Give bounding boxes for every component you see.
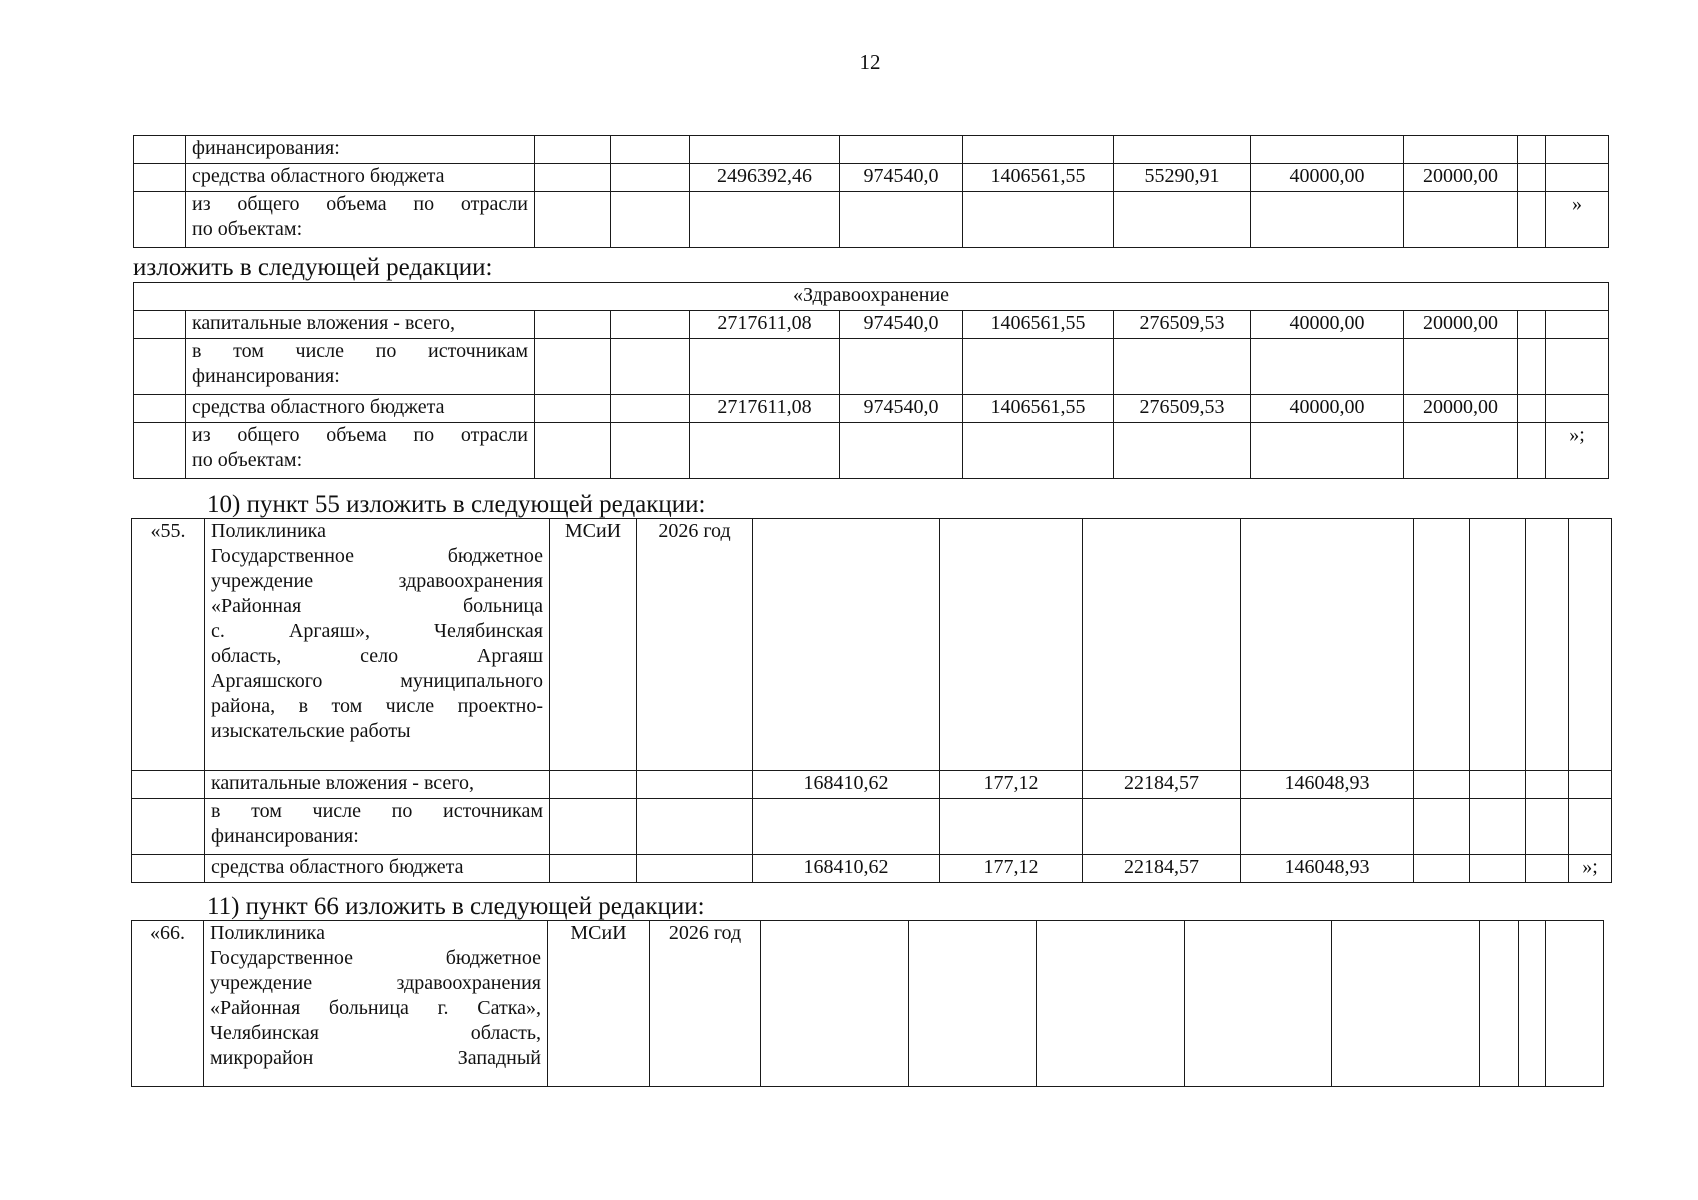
- row-description: в том числе по источникам финансирования:: [205, 799, 550, 855]
- table-item-55: [131, 518, 1612, 883]
- value-cell: 20000,00: [1404, 164, 1518, 192]
- row-description: средства областного бюджета: [205, 855, 550, 883]
- year-cell: 2026 год: [650, 921, 761, 1087]
- table-row: [134, 311, 1609, 339]
- row-description: из общего объема по отрасли по объектам:: [186, 192, 535, 248]
- table-row: [132, 855, 1612, 883]
- row-description: финансирования:: [186, 136, 535, 164]
- value-cell: 1406561,55: [963, 395, 1114, 423]
- value-cell: 276509,53: [1114, 395, 1251, 423]
- value-cell: 22184,57: [1083, 855, 1241, 883]
- table-row: [132, 799, 1612, 855]
- value-cell: 974540,0: [840, 311, 963, 339]
- value-cell: 40000,00: [1251, 164, 1404, 192]
- section-title-row: [134, 283, 1609, 311]
- value-cell: 2717611,08: [690, 395, 840, 423]
- value-cell: 177,12: [940, 771, 1083, 799]
- item-number: «66.: [132, 921, 204, 1087]
- value-cell: 177,12: [940, 855, 1083, 883]
- table-row: [134, 339, 1609, 395]
- table-item-66: [131, 920, 1604, 1087]
- value-cell: 55290,91: [1114, 164, 1251, 192]
- value-cell: 276509,53: [1114, 311, 1251, 339]
- row-description: в том числе по источникам финансирования:: [186, 339, 535, 395]
- amendment-heading: изложить в следующей редакции:: [133, 254, 493, 281]
- item-number: «55.: [132, 519, 205, 771]
- table-row: [132, 771, 1612, 799]
- value-cell: 20000,00: [1404, 311, 1518, 339]
- table-row: [134, 192, 1609, 248]
- value-cell: 2496392,46: [690, 164, 840, 192]
- table-new-text: [133, 282, 1609, 479]
- row-description: капитальные вложения - всего,: [186, 311, 535, 339]
- customer-cell: МСиИ: [550, 519, 637, 771]
- closing-quote: »: [1546, 192, 1609, 248]
- amendment-heading: 11) пункт 66 изложить в следующей редакции:: [207, 893, 705, 920]
- value-cell: 2717611,08: [690, 311, 840, 339]
- page-number: 12: [859, 50, 881, 74]
- object-description: Поликлиника Государственное бюджетное учреждение здравоохранения «Районная больница г. Сатка», Челябинская область, микрорайон Западный: [204, 921, 548, 1087]
- value-cell: 974540,0: [840, 395, 963, 423]
- object-row: [132, 519, 1612, 771]
- row-description: средства областного бюджета: [186, 395, 535, 423]
- year-cell: 2026 год: [637, 519, 753, 771]
- value-cell: 146048,93: [1241, 855, 1414, 883]
- section-title: «Здравоохранение: [134, 283, 1609, 311]
- row-description: средства областного бюджета: [186, 164, 535, 192]
- row-description: капитальные вложения - всего,: [205, 771, 550, 799]
- object-description: Поликлиника Государственное бюджетное учреждение здравоохранения «Районная больница с. Аргаяш», Челябинская область, село Аргаяш Аргаяшского муниципального района, в том числе проектно- изыскательские работы: [205, 519, 550, 771]
- row-description: из общего объема по отрасли по объектам:: [186, 423, 535, 479]
- value-cell: 146048,93: [1241, 771, 1414, 799]
- closing-quote: »;: [1569, 855, 1612, 883]
- value-cell: 168410,62: [753, 855, 940, 883]
- table-old-fragment: [133, 135, 1609, 248]
- amendment-heading: 10) пункт 55 изложить в следующей редакции:: [207, 491, 706, 518]
- value-cell: 974540,0: [840, 164, 963, 192]
- value-cell: 1406561,55: [963, 311, 1114, 339]
- table-row: [134, 423, 1609, 479]
- object-row: [132, 921, 1604, 1087]
- customer-cell: МСиИ: [548, 921, 650, 1087]
- table-row: [134, 164, 1609, 192]
- value-cell: 168410,62: [753, 771, 940, 799]
- value-cell: 40000,00: [1251, 311, 1404, 339]
- closing-quote: »;: [1546, 423, 1609, 479]
- value-cell: 20000,00: [1404, 395, 1518, 423]
- table-row: [134, 136, 1609, 164]
- value-cell: 40000,00: [1251, 395, 1404, 423]
- table-row: [134, 395, 1609, 423]
- value-cell: 1406561,55: [963, 164, 1114, 192]
- value-cell: 22184,57: [1083, 771, 1241, 799]
